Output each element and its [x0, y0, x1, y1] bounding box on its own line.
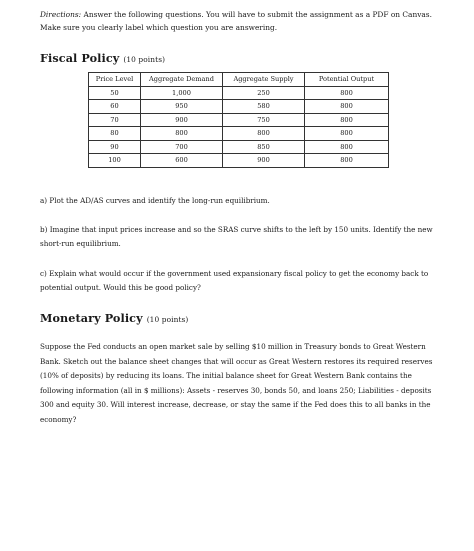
table-cell: 850	[223, 140, 305, 154]
table-cell: 800	[305, 140, 389, 154]
table-cell: 100	[89, 154, 141, 168]
table-cell: 80	[89, 127, 141, 141]
table-header-row	[89, 73, 389, 87]
header-price-level: Price Level	[89, 73, 141, 87]
table-cell: 700	[141, 140, 223, 154]
header-aggregate-supply: Aggregate Supply	[223, 73, 305, 87]
table-row	[89, 86, 389, 100]
table-row	[89, 113, 389, 127]
table-cell: 800	[305, 100, 389, 114]
table-cell: 250	[223, 86, 305, 100]
fiscal-policy-points: (10 points)	[123, 55, 166, 64]
table-cell: 90	[89, 140, 141, 154]
directions-paragraph	[40, 8, 440, 34]
table-cell: 750	[223, 113, 305, 127]
table-cell: 800	[223, 127, 305, 141]
monetary-policy-heading	[40, 311, 188, 325]
directions-label: Directions:	[40, 10, 82, 19]
fiscal-policy-heading	[40, 51, 165, 65]
table-cell: 60	[89, 100, 141, 114]
table-cell: 800	[141, 127, 223, 141]
fiscal-policy-title: Fiscal Policy	[40, 51, 120, 65]
table-cell: 800	[305, 86, 389, 100]
table-cell: 580	[223, 100, 305, 114]
question-c: c) Explain what would occur if the government used expansionary fiscal policy to get the economy back to potential output. Would this be good policy?	[40, 269, 429, 292]
table-cell: 50	[89, 86, 141, 100]
table-row	[89, 127, 389, 141]
table-cell: 70	[89, 113, 141, 127]
table-row	[89, 100, 389, 114]
monetary-policy-points: (10 points)	[146, 315, 189, 324]
monetary-policy-title: Monetary Policy	[40, 311, 143, 325]
table-row	[89, 140, 389, 154]
table-cell: 800	[305, 154, 389, 168]
ad-as-table	[88, 72, 389, 168]
header-potential-output: Potential Output	[305, 73, 389, 87]
table-cell: 800	[305, 113, 389, 127]
table-cell: 600	[141, 154, 223, 168]
directions-text: Answer the following questions. You will have to submit the assignment as a PDF on Canvas. Make sure you clearly label which question you are answering.	[40, 10, 432, 32]
table-row	[89, 154, 389, 168]
table-cell: 800	[305, 127, 389, 141]
table-cell: 1,000	[141, 86, 223, 100]
monetary-policy-question: Suppose the Fed conducts an open market sale by selling $10 million in Treasury bonds to Great Western Bank. Sketch out the balance sheet changes that will occur as Great Western restores its required reserves (10% of deposits) by reducing its loans. The initial balance sheet for Great Western Bank contains the following information (all in $ millions): Assets - reserves 30, bonds 50, and loans 250; Liabilities - deposits 300 and equity 30. Will interest increase, decrease, or stay the same if the Fed does this to all banks in the economy?	[40, 342, 433, 424]
question-a: a) Plot the AD/AS curves and identify the long-run equilibrium.	[40, 196, 270, 205]
table-cell: 950	[141, 100, 223, 114]
header-aggregate-demand: Aggregate Demand	[141, 73, 223, 87]
table-cell: 900	[223, 154, 305, 168]
question-b: b) Imagine that input prices increase and so the SRAS curve shifts to the left by 150 units. Identify the new short-run equilibrium.	[40, 225, 433, 248]
table-cell: 900	[141, 113, 223, 127]
